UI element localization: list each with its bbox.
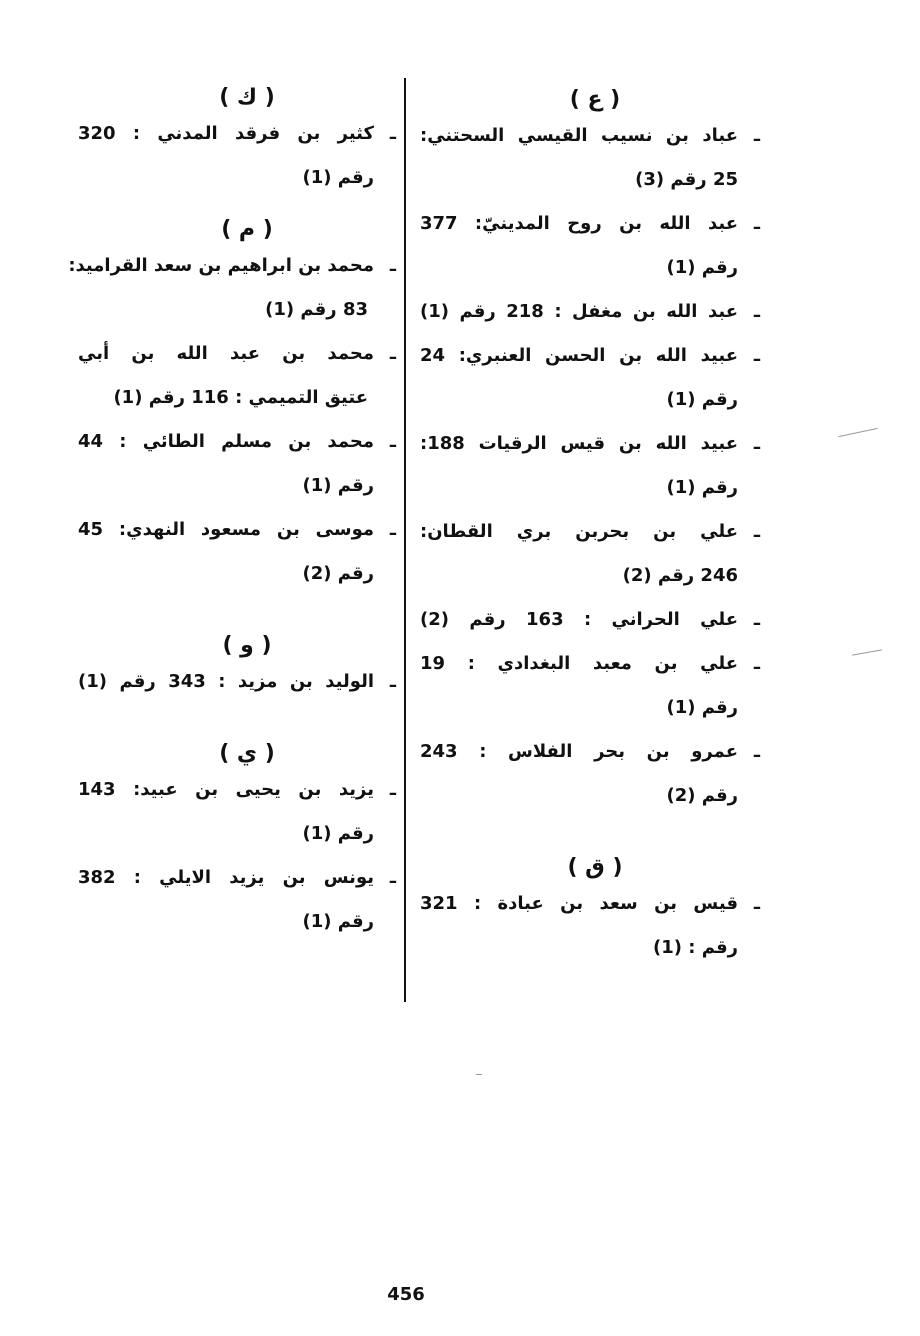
entry-reference: 246 رقم (2): [622, 565, 738, 586]
index-entry: [420, 346, 760, 434]
index-entry: [420, 610, 760, 654]
index-entry: [78, 344, 396, 432]
entry-dash: ـ: [389, 431, 396, 452]
entry-text: عبد الله بن مغفل : 218 رقم (1): [420, 301, 738, 322]
index-entry: [420, 654, 760, 742]
entry-reference: عتيق التميمي : 116 رقم (1): [113, 387, 368, 408]
entry-reference: 83 رقم (1): [265, 299, 368, 320]
entry-reference: رقم (1): [302, 475, 374, 496]
entry-reference: رقم (1): [302, 911, 374, 932]
scan-mark: [476, 1074, 482, 1075]
section-heading-mim: ( م ): [221, 217, 273, 242]
entry-text: محمد بن ابراهيم بن سعد القراميد:: [68, 255, 374, 276]
entry-dash: ـ: [389, 671, 396, 692]
entry-reference: رقم (1): [302, 823, 374, 844]
entry-text: علي بن معبد البغدادي : 19: [420, 653, 738, 674]
entry-dash: ـ: [753, 609, 760, 630]
entry-text: علي بن بحربن بري القطان:: [420, 521, 738, 542]
entry-dash: ـ: [389, 123, 396, 144]
index-entry: [78, 868, 396, 956]
entry-text: محمد بن مسلم الطائي : 44: [78, 431, 374, 452]
entry-dash: ـ: [753, 521, 760, 542]
entry-reference: رقم (2): [666, 785, 738, 806]
entry-text: عمرو بن بحر الفلاس : 243: [420, 741, 738, 762]
scan-mark: [838, 428, 877, 437]
index-entry: [78, 124, 396, 212]
entry-dash: ـ: [389, 867, 396, 888]
entry-text: يزيد بن يحيى بن عبيد: 143: [78, 779, 374, 800]
entry-text: عبيد الله بن قيس الرقيات 188:: [420, 433, 738, 454]
entry-text: عباد بن نسيب القيسي السحتني:: [420, 125, 738, 146]
column-divider: [404, 78, 406, 1002]
entry-reference: رقم (1): [666, 477, 738, 498]
index-entry: [68, 255, 396, 344]
index-entry: [420, 742, 760, 830]
entry-reference: 25 رقم (3): [635, 169, 738, 190]
entry-text: الوليد بن مزيد : 343 رقم (1): [78, 671, 374, 692]
entry-text: موسى بن مسعود النهدي: 45: [78, 519, 374, 540]
entry-reference: رقم : (1): [653, 937, 738, 958]
right-column: [420, 82, 760, 982]
section-heading-qaf: ( ق ): [567, 855, 623, 880]
entry-dash: ـ: [753, 125, 760, 146]
entry-text: يونس بن يزيد الايلي : 382: [78, 867, 374, 888]
entry-dash: ـ: [389, 779, 396, 800]
index-entry: [420, 434, 760, 522]
index-entry: [78, 520, 396, 608]
entry-dash: ـ: [389, 255, 396, 276]
entry-text: عبيد الله بن الحسن العنبري: 24: [420, 345, 738, 366]
entry-dash: ـ: [389, 519, 396, 540]
index-entry: [78, 672, 396, 716]
entry-dash: ـ: [753, 345, 760, 366]
entry-dash: ـ: [389, 343, 396, 364]
entry-reference: رقم (2): [302, 563, 374, 584]
section-heading-waw: ( و ): [222, 633, 272, 658]
entry-text: كثير بن فرقد المدني : 320: [78, 123, 374, 144]
index-entry: [420, 894, 760, 982]
entry-text: عبد الله بن روح المدينيّ: 377: [420, 213, 738, 234]
scan-mark: [852, 649, 882, 655]
index-entry: [78, 780, 396, 868]
page-number: 456: [387, 1284, 425, 1305]
entry-dash: ـ: [753, 301, 760, 322]
entry-reference: رقم (1): [302, 167, 374, 188]
index-entry: [420, 214, 760, 302]
entry-text: محمد بن عبد الله بن أبي: [78, 343, 374, 364]
entry-text: علي الحراني : 163 رقم (2): [420, 609, 739, 630]
entry-reference: رقم (1): [666, 257, 738, 278]
entry-reference: رقم (1): [666, 389, 738, 410]
index-entry: [420, 522, 760, 610]
entry-dash: ـ: [753, 653, 760, 674]
entry-text: قيس بن سعد بن عبادة : 321: [420, 893, 738, 914]
left-column: [68, 80, 396, 956]
entry-reference: رقم (1): [666, 697, 738, 718]
entry-dash: ـ: [753, 893, 760, 914]
section-heading-kaf: ( ك ): [219, 85, 275, 110]
entry-dash: ـ: [753, 213, 760, 234]
entry-dash: ـ: [753, 741, 760, 762]
index-entry: [420, 302, 760, 346]
section-heading-ya: ( ي ): [219, 741, 275, 766]
entry-dash: ـ: [753, 433, 760, 454]
index-entry: [420, 126, 760, 214]
index-entry: [78, 432, 396, 520]
section-heading-ain: ( ع ): [569, 87, 621, 112]
